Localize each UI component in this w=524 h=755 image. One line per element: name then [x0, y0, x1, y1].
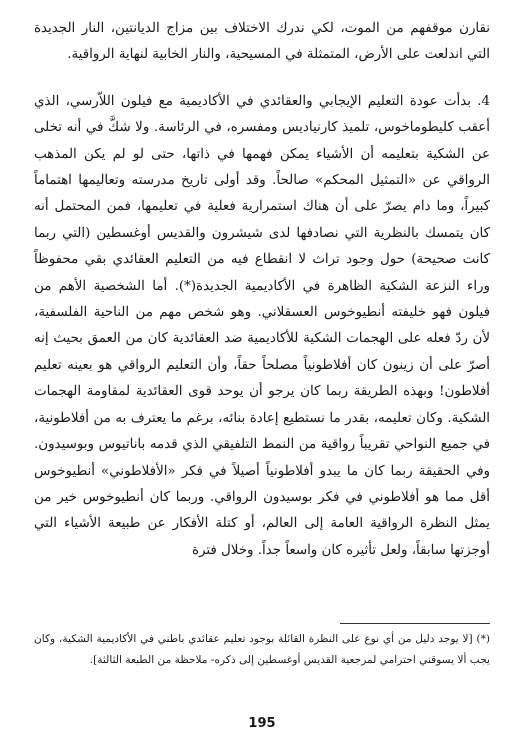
footnote-separator — [340, 623, 490, 624]
page-body — [34, 16, 490, 564]
page-number: 195 — [248, 716, 276, 731]
footnote: (*) [لا يوجد دليل من أي نوع على النظرة القائلة بوجود تعليم عقائدي باطني في الأكاديمية الشكية، وكان يجب ألا يسوقني احترامي لمرجعية القديس أوغسطين إلى ذكره- ملاحظة من الطبعة الثالثة]. — [34, 633, 491, 666]
paragraph-top: نقارن موقفهم من الموت، لكي ندرك الاختلاف بين مزاج الديانتين، النار الجديدة التي اندلعت على الأرض، المتمثلة في المسيحية، والنار الخابية لنهاية الرواقية. — [34, 21, 490, 63]
paragraph-main: 4. بدأت عودة التعليم الإيجابي والعقائدي في الأكاديمية مع فيلون اللاّرسي، الذي أعقب كليطوماخوس، تلميذ كارنياديس ومفسره، في الرئاسة. ولا شكَّ في أنه تخلى عن الشكية بتعليمه أن الأشياء يمكن فهمها في ذاتها، حتى لو لم يكن المذهب الرواقي عن «التمثيل المحكم» صالحاً. وقد أولى تاريخ مدرسته وتعاليمها اهتماماً كبيراً، وما دام يصرّ على أن هناك استمرارية فعلية في تعليمها، فمن المحتمل أنه كان يتمسك بالنظرية التي نصادفها لدى شيشرون والقديس أوغسطين (التي ربما كانت صحيحة) حول وجود تراث لا انقطاع فيه من التعليم العقائدي بقي محفوظاً وراء النزعة الشكية الظاهرة في الأكاديمية الجديدة(*). أما الشخصية الأهم من فيلون فهو خليفته أنطيوخوس العسقلاني. وهو شخص مهم من الناحية الفلسفية، لأن ردّ فعله على الهجمات الشكية للأكاديمية ضد العقائدية كان من العمق بحيث إنه أصرّ على أن زينون كان أفلاطونياً مصلحاً حقاً، وأن التعليم الرواقي هو بعينه تعليم أفلاطون! وبهذه الطريقة ربما كان يرجو أن يوحد قوى العقائدية لمقاومة الهجمات الشكية. وكان تعليمه، بقدر ما نستطيع إعادة بنائه، برغم ما يعترف به من أفلاطونية، في جميع النواحي تقريباً رواقية من النمط التلفيقي الذي قدمه باناتيوس وبوسيدون. وفي الحقيقة ربما كان ما يبدو أفلاطونياً أصيلاً في فكر «الأفلاطوني» أنطيوخوس أقل مما هو أفلاطوني في فكر بوسيدون الرواقي. وربما كان أنطيوخوس خير من يمثل النظرة الرواقية العامة إلى العالم، أو كتلة الأفكار عن طبيعة الأشياء التي أوجزتها سابقاً، ولعل تأثيره كان واسعاً جداً. وخلال فترة — [34, 93, 490, 558]
